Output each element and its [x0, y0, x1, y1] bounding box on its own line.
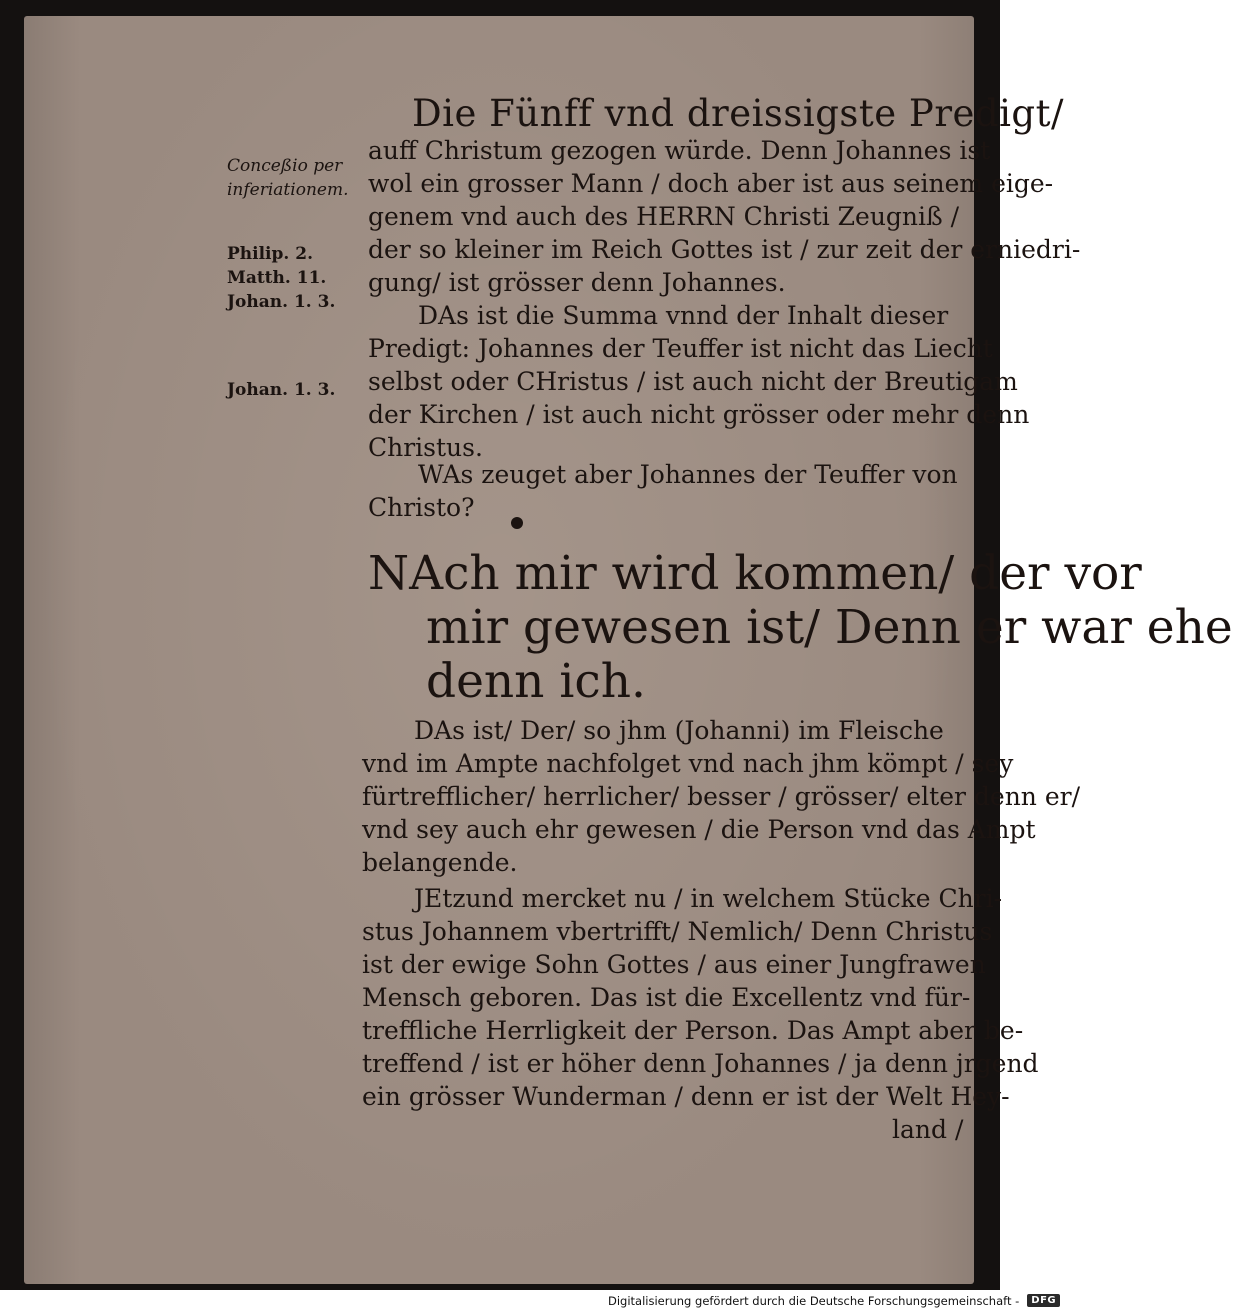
margin-note: Johan. 1. 3.	[227, 292, 336, 312]
text-line: JEtzund mercket nu / in welchem Stücke Chri-	[414, 884, 1003, 913]
text-line: vnd sey auch ehr gewesen / die Person vnd das Ampt	[362, 815, 1036, 844]
text-line: DAs ist/ Der/ so jhm (Johanni) im Fleische	[414, 716, 944, 745]
quote-line: NAch mir wird kommen/ der vor	[368, 546, 1142, 601]
margin-note: Philip. 2.	[227, 244, 313, 264]
text-line: Mensch geboren. Das ist die Excellentz vnd für-	[362, 983, 971, 1012]
running-head: Die Fünff vnd dreissigste Predigt/	[412, 92, 1064, 135]
footer-text: Digitalisierung gefördert durch die Deutsche Forschungsgemeinschaft -	[608, 1293, 1020, 1308]
quote-line: denn ich.	[426, 654, 646, 709]
margin-note: Conceßio per	[227, 156, 343, 176]
text-line: stus Johannem vbertrifft/ Nemlich/ Denn Christus	[362, 917, 993, 946]
dfg-logo: DFG	[1027, 1294, 1060, 1307]
digitization-footer	[608, 1292, 1060, 1309]
text-line: vnd im Ampte nachfolget vnd nach jhm kömpt / sey	[362, 749, 1014, 778]
quote-line: mir gewesen ist/ Denn er war ehe	[426, 600, 1233, 655]
text-line: wol ein grosser Mann / doch aber ist aus seinem eige-	[368, 169, 1054, 198]
text-line: auff Christum gezogen würde. Denn Johannes ist	[368, 136, 991, 165]
text-line: fürtrefflicher/ herrlicher/ besser / grösser/ elter denn er/	[362, 782, 1081, 811]
text-line: Christus.	[368, 433, 483, 462]
text-line: selbst oder CHristus / ist auch nicht der Breutigam	[368, 367, 1018, 396]
text-line: ist der ewige Sohn Gottes / aus einer Jungfrawen	[362, 950, 986, 979]
text-line: der so kleiner im Reich Gottes ist / zur zeit der erniedri-	[368, 235, 1081, 264]
text-line: treffliche Herrligkeit der Person. Das Ampt aber be-	[362, 1016, 1024, 1045]
margin-note: Matth. 11.	[227, 268, 327, 288]
text-line: DAs ist die Summa vnnd der Inhalt dieser	[418, 301, 949, 330]
ink-dot	[511, 517, 523, 529]
text-line: genem vnd auch des HERRN Christi Zeugniß /	[368, 202, 960, 231]
text-line: Christo?	[368, 493, 475, 522]
text-line: gung/ ist grösser denn Johannes.	[368, 268, 786, 297]
book-page	[24, 16, 1233, 1284]
text-line: ein grösser Wunderman / denn er ist der Welt Hey-	[362, 1082, 1010, 1111]
text-line: WAs zeuget aber Johannes der Teuffer von	[418, 460, 958, 489]
text-line: Predigt: Johannes der Teuffer ist nicht das Liecht	[368, 334, 993, 363]
text-line: treffend / ist er höher denn Johannes / ja denn jrgend	[362, 1049, 1039, 1078]
margin-note: inferiationem.	[227, 180, 349, 200]
text-line: der Kirchen / ist auch nicht grösser oder mehr denn	[368, 400, 1030, 429]
text-line: belangende.	[362, 848, 518, 877]
text-line: land /	[892, 1115, 964, 1144]
margin-note: Johan. 1. 3.	[227, 380, 336, 400]
